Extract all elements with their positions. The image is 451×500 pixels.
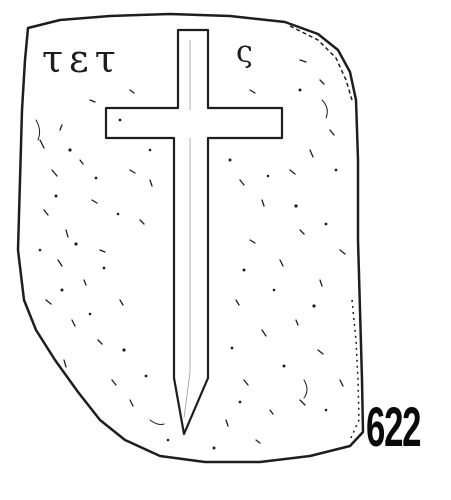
stone-dot-texture — [39, 89, 338, 450]
slab-right-edge-shading — [350, 300, 359, 440]
stone-stipple-texture — [36, 60, 345, 443]
plate-number: 622 — [366, 395, 421, 458]
incised-cross — [106, 30, 282, 434]
inscription-main: τετ — [42, 37, 122, 81]
incised-cross-inner-line — [184, 40, 190, 418]
inscription-tail: ς — [236, 35, 253, 70]
slab-outline — [18, 14, 363, 462]
